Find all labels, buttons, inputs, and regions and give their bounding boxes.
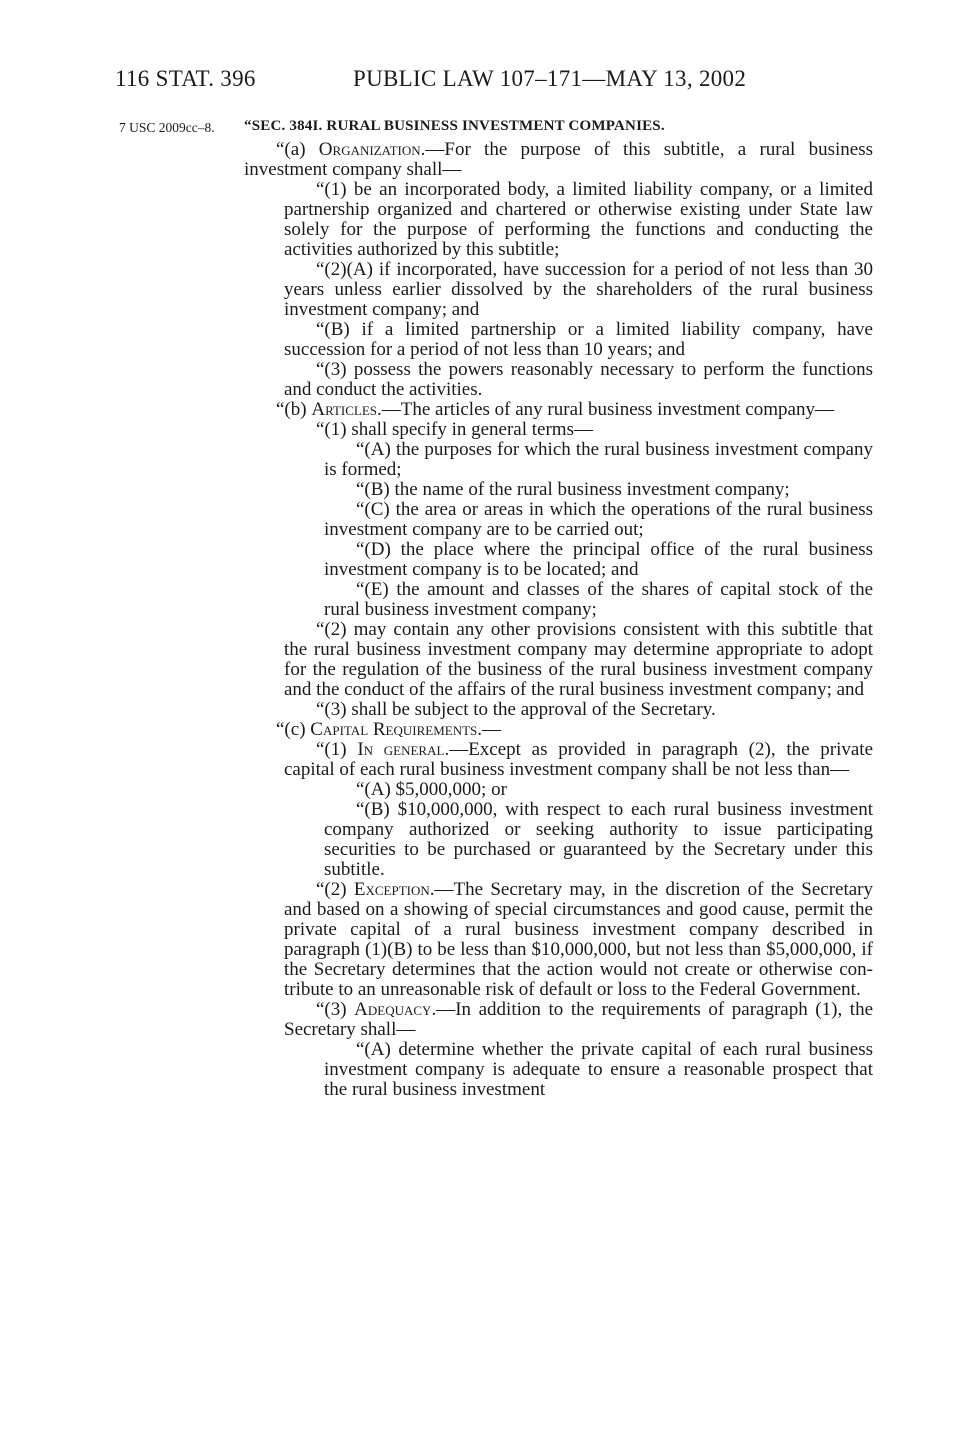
paragraph-c2: [244, 880, 873, 1000]
paragraph-c3: [244, 1000, 873, 1040]
stat-page-number: 116 STAT. 396: [115, 66, 256, 91]
paragraph-c3A: “(A) determine whether the private capital of each rural business investment company is adequate to ensure a reasonable prospect that the rural business investment: [324, 1039, 873, 1100]
paragraph-b3: “(3) shall be subject to the approval of the Secretary.: [316, 699, 716, 720]
paragraph-text: .—The articles of any rural business investment company—: [377, 399, 834, 420]
paragraph-heading: Articles: [311, 399, 378, 420]
paragraph-c1B: “(B) $10,000,000, with respect to each rural business investment company authorized or seeking authority to issue participating securities to be purchased or guaranteed by the Secretary under this subtitle.: [324, 799, 873, 880]
paragraph-c-capital: [244, 720, 873, 740]
paragraph-b1B: “(B) the name of the rural business investment company;: [356, 479, 790, 500]
paragraph-lead: “(c): [276, 719, 311, 740]
paragraph-heading: In general: [357, 739, 445, 760]
paragraph-b1D: “(D) the place where the principal office of the rural business investment company is to be located; and: [324, 539, 873, 580]
paragraph-lead: “(1): [316, 739, 358, 760]
statute-body: [244, 140, 873, 1100]
paragraph-b2: “(2) may contain any other provisions consistent with this subtitle that the rural business investment company may determine appropriate to adopt for the regulation of the business of the rural business investment company and the conduct of the affairs of the rural business investment company; and: [284, 619, 873, 700]
paragraph-b1: “(1) shall specify in general terms—: [316, 419, 593, 440]
paragraph-a1: “(1) be an incorporated body, a limited liability company, or a limited partnership organized and chartered or otherwise existing under State law solely for the purpose of performing the functions and conducting the activities authorized by this subtitle;: [284, 179, 873, 260]
paragraph-c1A: “(A) $5,000,000; or: [356, 779, 507, 800]
paragraph-lead: “(3): [316, 999, 355, 1020]
paragraph-lead: “(2): [316, 879, 354, 900]
paragraph-a2B: “(B) if a limited partnership or a limited liability company, have succession for a period of not less than 10 years; and: [284, 319, 873, 360]
paragraph-text: .—The Secretary may, in the discretion of the Secretary and based on a showing of special circumstances and good cause, permit the private capital of a rural business investment company described in paragraph (1)(B) to be less than $10,000,000, but not less than $5,000,000, if the Secretary determines that the action would not create or otherwise contribute to an unreasonable risk of default or loss to the Federal Government.: [284, 879, 873, 1000]
public-law-title: PUBLIC LAW 107–171—MAY 13, 2002: [353, 66, 747, 91]
paragraph-a2A: “(2)(A) if incorporated, have succession for a period of not less than 30 years unless earlier dissolved by the shareholders of the rural business investment company; and: [284, 259, 873, 320]
paragraph-b-articles: [244, 400, 873, 420]
paragraph-text: .—For the purpose of this subtitle, a rural business investment company shall—: [244, 139, 873, 180]
section-heading: “SEC. 384I. RURAL BUSINESS INVESTMENT COMPANIES.: [244, 118, 665, 134]
paragraph-text: .—Except as provided in paragraph (2), the private capital of each rural business investment company shall be not less than—: [284, 739, 874, 780]
paragraph-b1C: “(C) the area or areas in which the operations of the rural business investment company are to be carried out;: [324, 499, 873, 540]
paragraph-text: .—: [477, 719, 502, 740]
paragraph-heading: Exception: [353, 879, 430, 900]
paragraph-b1A: “(A) the purposes for which the rural business investment company is formed;: [324, 439, 873, 480]
usc-margin-note: 7 USC 2009cc–8.: [119, 120, 215, 135]
paragraph-heading: Adequacy: [354, 999, 432, 1020]
paragraph-c1: [244, 740, 873, 780]
paragraph-a-organization: [244, 140, 873, 180]
paragraph-text: .—In addition to the requirements of paragraph (1), the Secretary shall—: [284, 999, 873, 1040]
paragraph-heading: Organization: [318, 139, 421, 160]
paragraph-b1E: “(E) the amount and classes of the shares of capital stock of the rural business investment company;: [324, 579, 873, 620]
paragraph-lead: “(b): [276, 399, 312, 420]
paragraph-a3: “(3) possess the powers reasonably necessary to perform the functions and conduct the activities.: [284, 359, 873, 400]
paragraph-heading: Capital Requirements: [310, 719, 478, 740]
paragraph-lead: “(a): [276, 139, 319, 160]
